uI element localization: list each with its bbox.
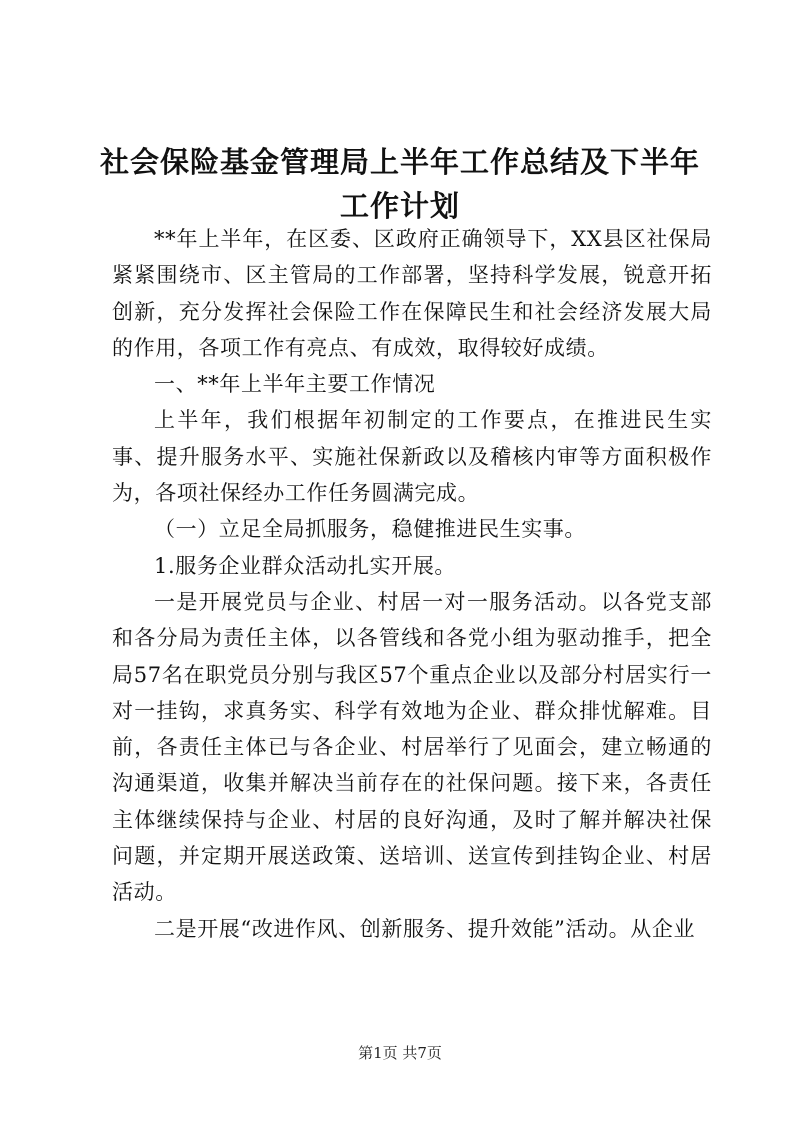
paragraph-activity-2: 二是开展“改进作风、创新服务、提升效能”活动。从企业 <box>154 916 696 941</box>
paragraph-intro: **年上半年，在区委、区政府正确领导下，XX县区社保局紧紧围绕市、区主管局的工作部署，坚持科学发展，锐意开拓创新，充分发挥社会保险工作在保障民生和社会经济发展大局的作用，各项工作有亮点、有成效，取得较好成绩。 <box>112 227 712 360</box>
subsection-heading-1: （一）立足全局抓服务，稳健推进民生实事。 <box>154 517 586 542</box>
document-title-line-1: 社会保险基金管理局上半年工作总结及下半年 <box>99 145 700 179</box>
page-number-footer: 第1页 共7页 <box>358 1044 442 1062</box>
item-heading-1: 1.服务企业群众活动扎实开展。 <box>154 553 457 578</box>
section-heading-1: 一、**年上半年主要工作情况 <box>154 372 436 397</box>
paragraph-activity-1: 一是开展党员与企业、村居一对一服务活动。以各党支部和各分局为责任主体，以各管线和各党小组为驱动推手，把全局57名在职党员分别与我区57个重点企业以及部分村居实行一对一挂钩，求真务实、科学有效地为企业、群众排忧解难。目前，各责任主体已与各企业、村居举行了见面会，建立畅通的沟通渠道，收集并解决当前存在的社保问题。接下来，各责任主体继续保持与企业、村居的良好沟通，及时了解并解决社保问题，并定期开展送政策、送培训、送宣传到挂钩企业、村居活动。 <box>112 589 712 905</box>
document-title-line-2: 工作计划 <box>339 189 460 223</box>
document-body <box>112 221 712 947</box>
paragraph-overview: 上半年，我们根据年初制定的工作要点，在推进民生实事、提升服务水平、实施社保新政以及稽核内审等方面积极作为，各项社保经办工作任务圆满完成。 <box>112 408 712 506</box>
